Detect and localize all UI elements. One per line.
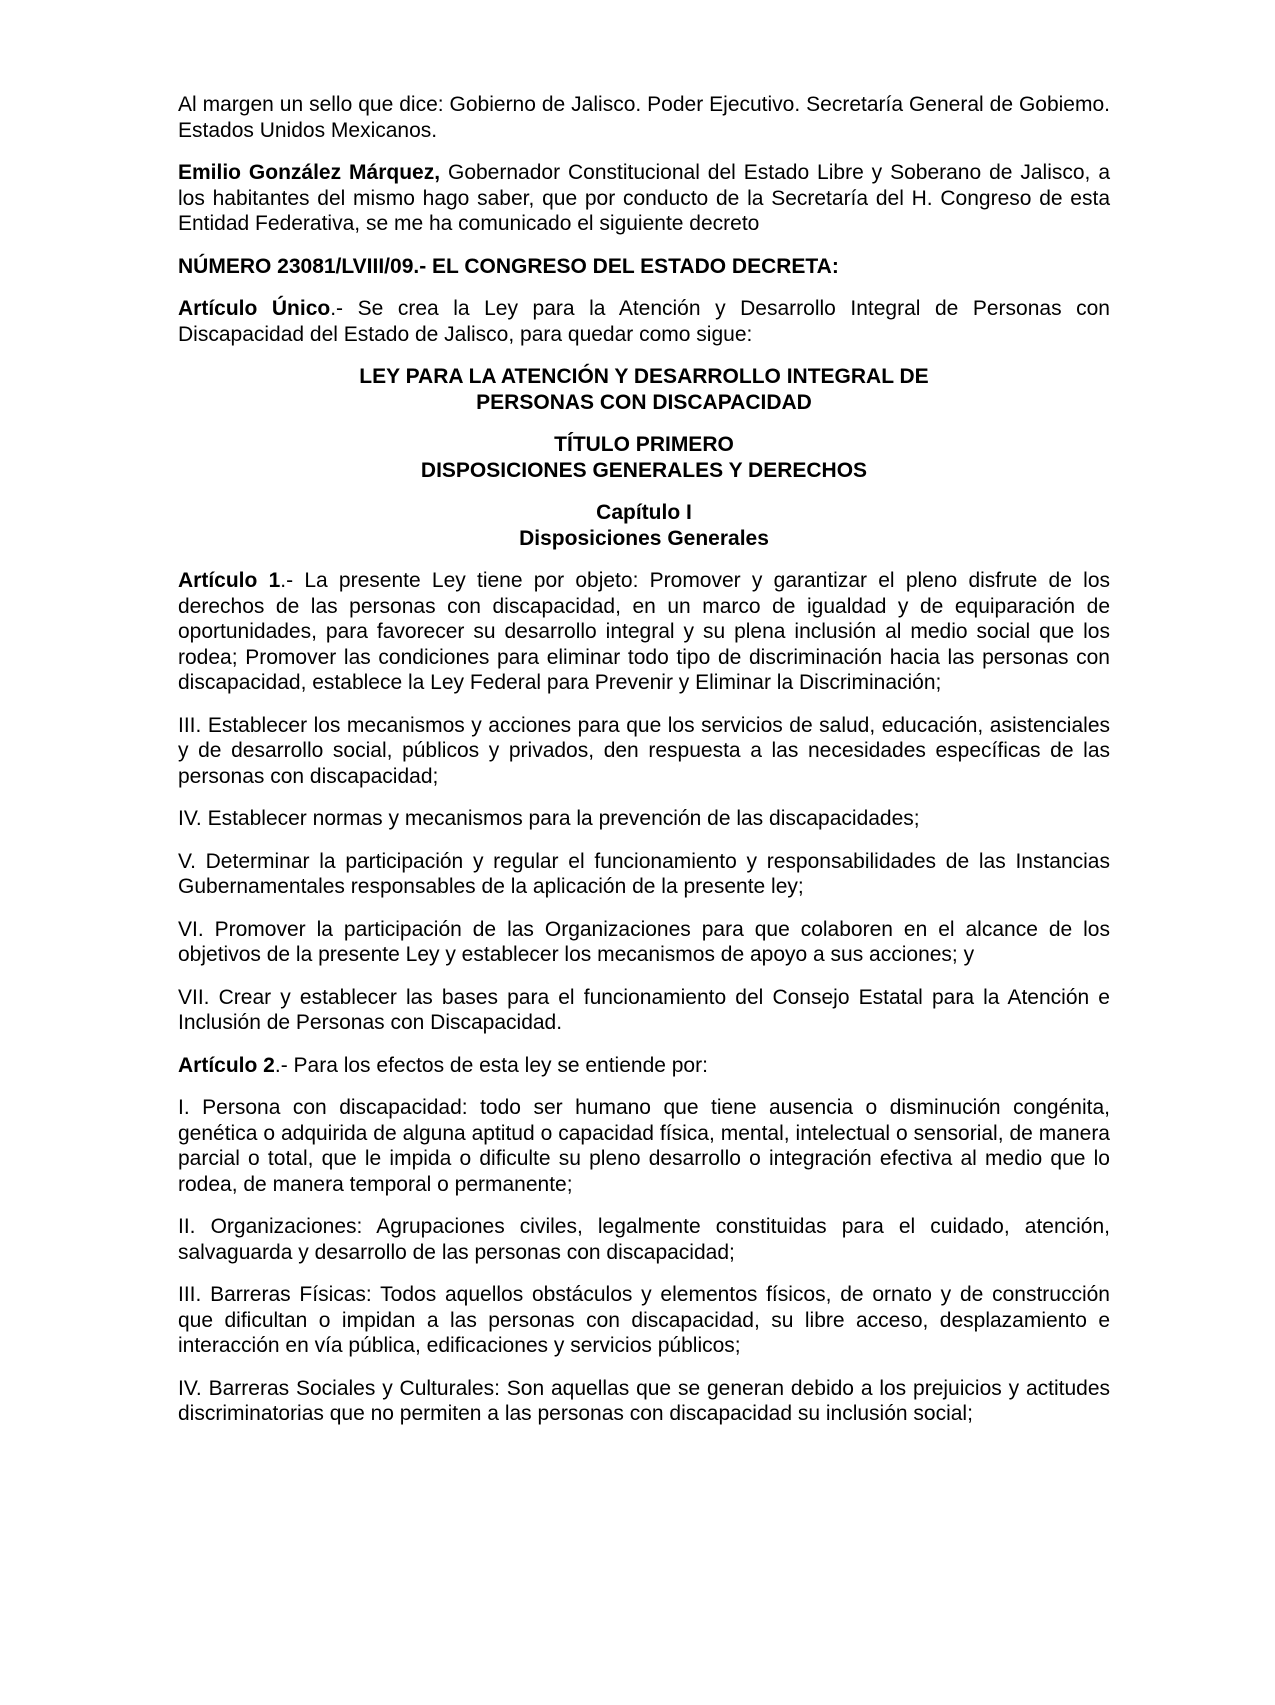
article-1-item: VII. Crear y establecer las bases para el funcionamiento del Consejo Estatal para la Atención e Inclusión de Personas con Discapacidad. bbox=[178, 985, 1110, 1034]
governor-paragraph bbox=[178, 160, 1110, 237]
article-1-label: Artículo 1 bbox=[178, 569, 281, 592]
title-heading bbox=[178, 432, 1110, 483]
article-1-item: III. Establecer los mecanismos y acciones para que los servicios de salud, educación, asistenciales y de desarrollo social, públicos y privados, den respuesta a las necesidades específicas de las personas con discapacidad; bbox=[178, 713, 1110, 788]
law-title-line-2: PERSONAS CON DISCAPACIDAD bbox=[476, 390, 812, 414]
article-2-text: .- Para los efectos de esta ley se entiende por: bbox=[274, 1053, 708, 1077]
article-1-item: IV. Establecer normas y mecanismos para la prevención de las discapacidades; bbox=[178, 807, 920, 830]
document-page bbox=[178, 92, 1110, 1444]
article-2-item: I. Persona con discapacidad: todo ser humano que tiene ausencia o disminución congénita, genética o adquirida de alguna aptitud o capacidad física, mental, intelectual o sensorial, de manera parcial o total, que le impida o dificulte su pleno desarrollo o integración efectiva al medio que lo rodea, de manera temporal o permanente; bbox=[178, 1096, 1110, 1196]
article-1-item: V. Determinar la participación y regular el funcionamiento y responsabilidades de las Instancias Gubernamentales responsables de la aplicación de la presente ley; bbox=[178, 849, 1110, 898]
article-2-item: II. Organizaciones: Agrupaciones civiles, legalmente constituidas para el cuidado, atención, salvaguarda y desarrollo de las personas con discapacidad; bbox=[178, 1215, 1110, 1264]
governor-name: Emilio González Márquez, bbox=[178, 161, 441, 184]
article-1-text: .- La presente Ley tiene por objeto: Promover y garantizar el pleno disfrute de los derechos de las personas con discapacidad, en un marco de igualdad y de equiparación de oportunidades, para favorecer su desarrollo integral y su plena inclusión al medio social que los rodea; Promover las condiciones para eliminar todo tipo de discriminación hacia las personas con discapacidad, establece la Ley Federal para Prevenir y Eliminar la Discriminación; bbox=[178, 569, 1111, 694]
chapter-heading bbox=[178, 500, 1110, 551]
decree-number: NÚMERO 23081/LVIII/09.- EL CONGRESO DEL ESTADO DECRETA: bbox=[178, 254, 839, 278]
article-unique-text: .- Se crea la Ley para la Atención y Desarrollo Integral de Personas con Discapacidad del Estado de Jalisco, para quedar como sigue: bbox=[178, 297, 1110, 346]
seal-paragraph: Al margen un sello que dice: Gobierno de Jalisco. Poder Ejecutivo. Secretaría General de Gobiemo. Estados Unidos Mexicanos. bbox=[178, 93, 1110, 142]
chapter-heading-line-1: Capítulo I bbox=[596, 501, 692, 524]
article-2-item: IV. Barreras Sociales y Culturales: Son aquellas que se generan debido a los prejuicios y actitudes discriminatorias que no permiten a las personas con discapacidad su inclusión social; bbox=[178, 1376, 1110, 1425]
article-2-label: Artículo 2 bbox=[178, 1053, 275, 1077]
governor-text: Gobernador Constitucional del Estado Libre y Soberano de Jalisco, a los habitantes del mismo hago saber, que por conducto de la Secretaría del H. Congreso de esta Entidad Federativa, se me ha comunicado el siguiente decreto bbox=[178, 161, 1110, 235]
article-unique-label: Artículo Único bbox=[178, 297, 331, 320]
article-1-paragraph bbox=[178, 568, 1110, 696]
article-2-paragraph bbox=[178, 1053, 1110, 1079]
article-2-item: III. Barreras Físicas: Todos aquellos obstáculos y elementos físicos, de ornato y de construcción que dificultan o impidan a las personas con discapacidad, su libre acceso, desplazamiento e interacción en vía pública, edificaciones y servicios públicos; bbox=[178, 1283, 1110, 1357]
law-title bbox=[178, 364, 1110, 415]
article-1-item: VI. Promover la participación de las Organizaciones para que colaboren en el alcance de los objetivos de la presente Ley y establecer los mecanismos de apoyo a sus acciones; y bbox=[178, 917, 1110, 966]
chapter-heading-line-2: Disposiciones Generales bbox=[519, 526, 769, 550]
title-heading-line-2: DISPOSICIONES GENERALES Y DERECHOS bbox=[420, 458, 868, 482]
title-heading-line-1: TÍTULO PRIMERO bbox=[554, 433, 734, 456]
article-unique-paragraph bbox=[178, 296, 1110, 347]
law-title-line-1: LEY PARA LA ATENCIÓN Y DESARROLLO INTEGRAL DE bbox=[359, 365, 929, 388]
